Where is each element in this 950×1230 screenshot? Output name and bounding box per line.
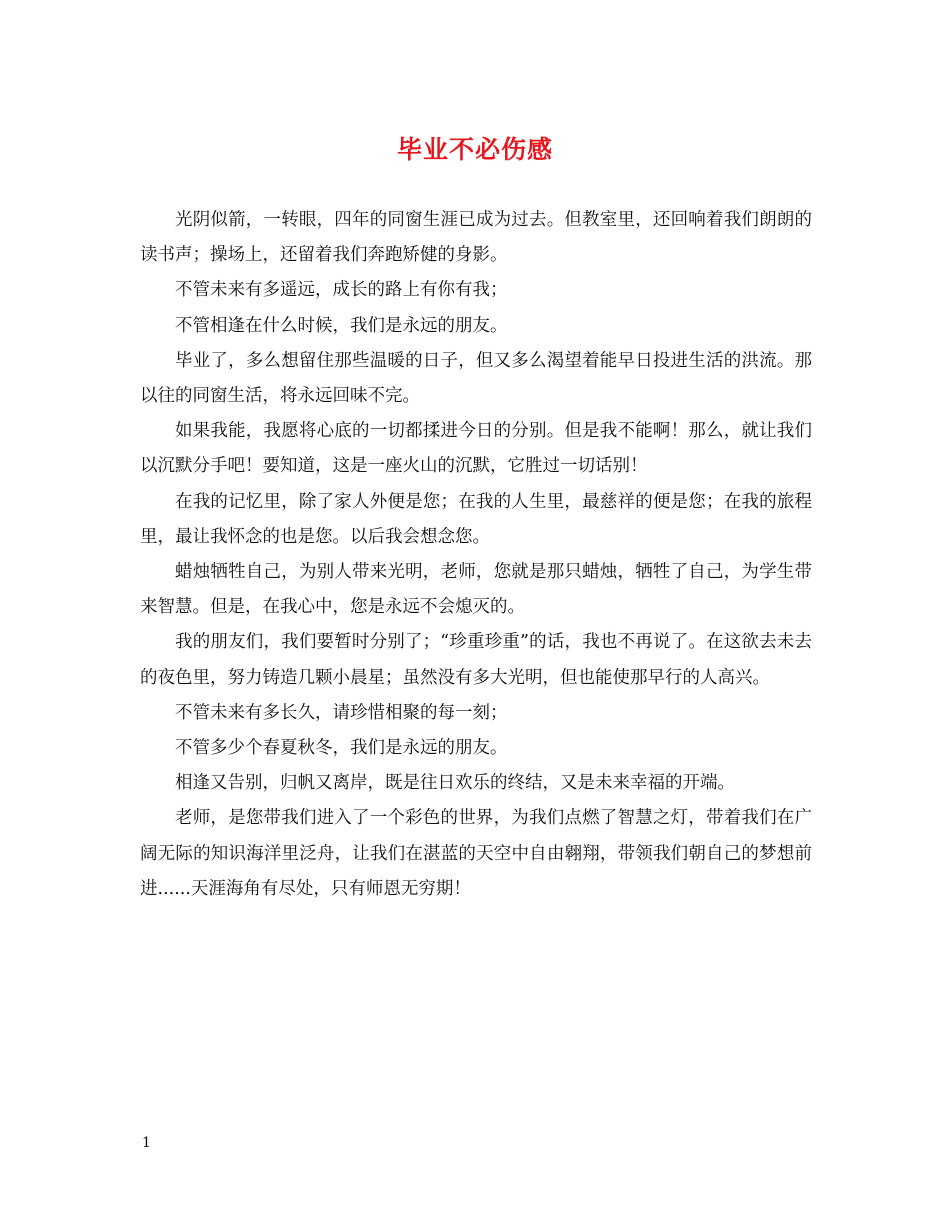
paragraph: 不管多少个春夏秋冬，我们是永远的朋友。 <box>175 738 508 759</box>
paragraph: 光阴似箭，一转眼，四年的同窗生涯已成为过去。但教室里，还回响着我们朗朗的读书声；操场上，还留着我们奔跑矫健的身影。 <box>140 210 812 266</box>
document-body <box>140 203 812 907</box>
paragraph: 如果我能，我愿将心底的一切都揉进今日的分别。但是我不能啊！那么，就让我们以沉默分手吧！要知道，这是一座火山的沉默，它胜过一切话别！ <box>140 421 812 477</box>
document-title: 毕业不必伤感 <box>396 135 553 164</box>
paragraph: 蜡烛牺牲自己，为别人带来光明，老师，您就是那只蜡烛，牺牲了自己，为学生带来智慧。但是，在我心中，您是永远不会熄灭的。 <box>140 562 812 618</box>
paragraph: 毕业了，多么想留住那些温暖的日子，但又多么渴望着能早日投进生活的洪流。那以往的同窗生活，将永远回味不完。 <box>140 350 812 407</box>
paragraph: 老师，是您带我们进入了一个彩色的世界，为我们点燃了智慧之灯，带着我们在广阔无际的知识海洋里泛舟，让我们在湛蓝的天空中自由翱翔，带领我们朝自己的梦想前进......天涯海角有尽处，只有师恩无穷期！ <box>140 808 812 899</box>
paragraph: 相逢又告别，归帆又离岸，既是往日欢乐的终结，又是未来幸福的开端。 <box>175 773 735 794</box>
paragraph: 不管未来有多遥远，成长的路上有你有我； <box>175 280 508 301</box>
page-number: 1 <box>142 1135 151 1151</box>
paragraph: 我的朋友们，我们要暂时分别了；“珍重珍重”的话，我也不再说了。在这欲去未去的夜色里，努力铸造几颗小晨星；虽然没有多大光明，但也能使那早行的人高兴。 <box>140 632 812 688</box>
paragraph: 不管相逢在什么时候，我们是永远的朋友。 <box>175 315 508 336</box>
paragraph: 不管未来有多长久，请珍惜相聚的每一刻； <box>175 702 508 723</box>
paragraph: 在我的记忆里，除了家人外便是您；在我的人生里，最慈祥的便是您；在我的旅程里，最让我怀念的也是您。以后我会想念您。 <box>140 491 812 547</box>
